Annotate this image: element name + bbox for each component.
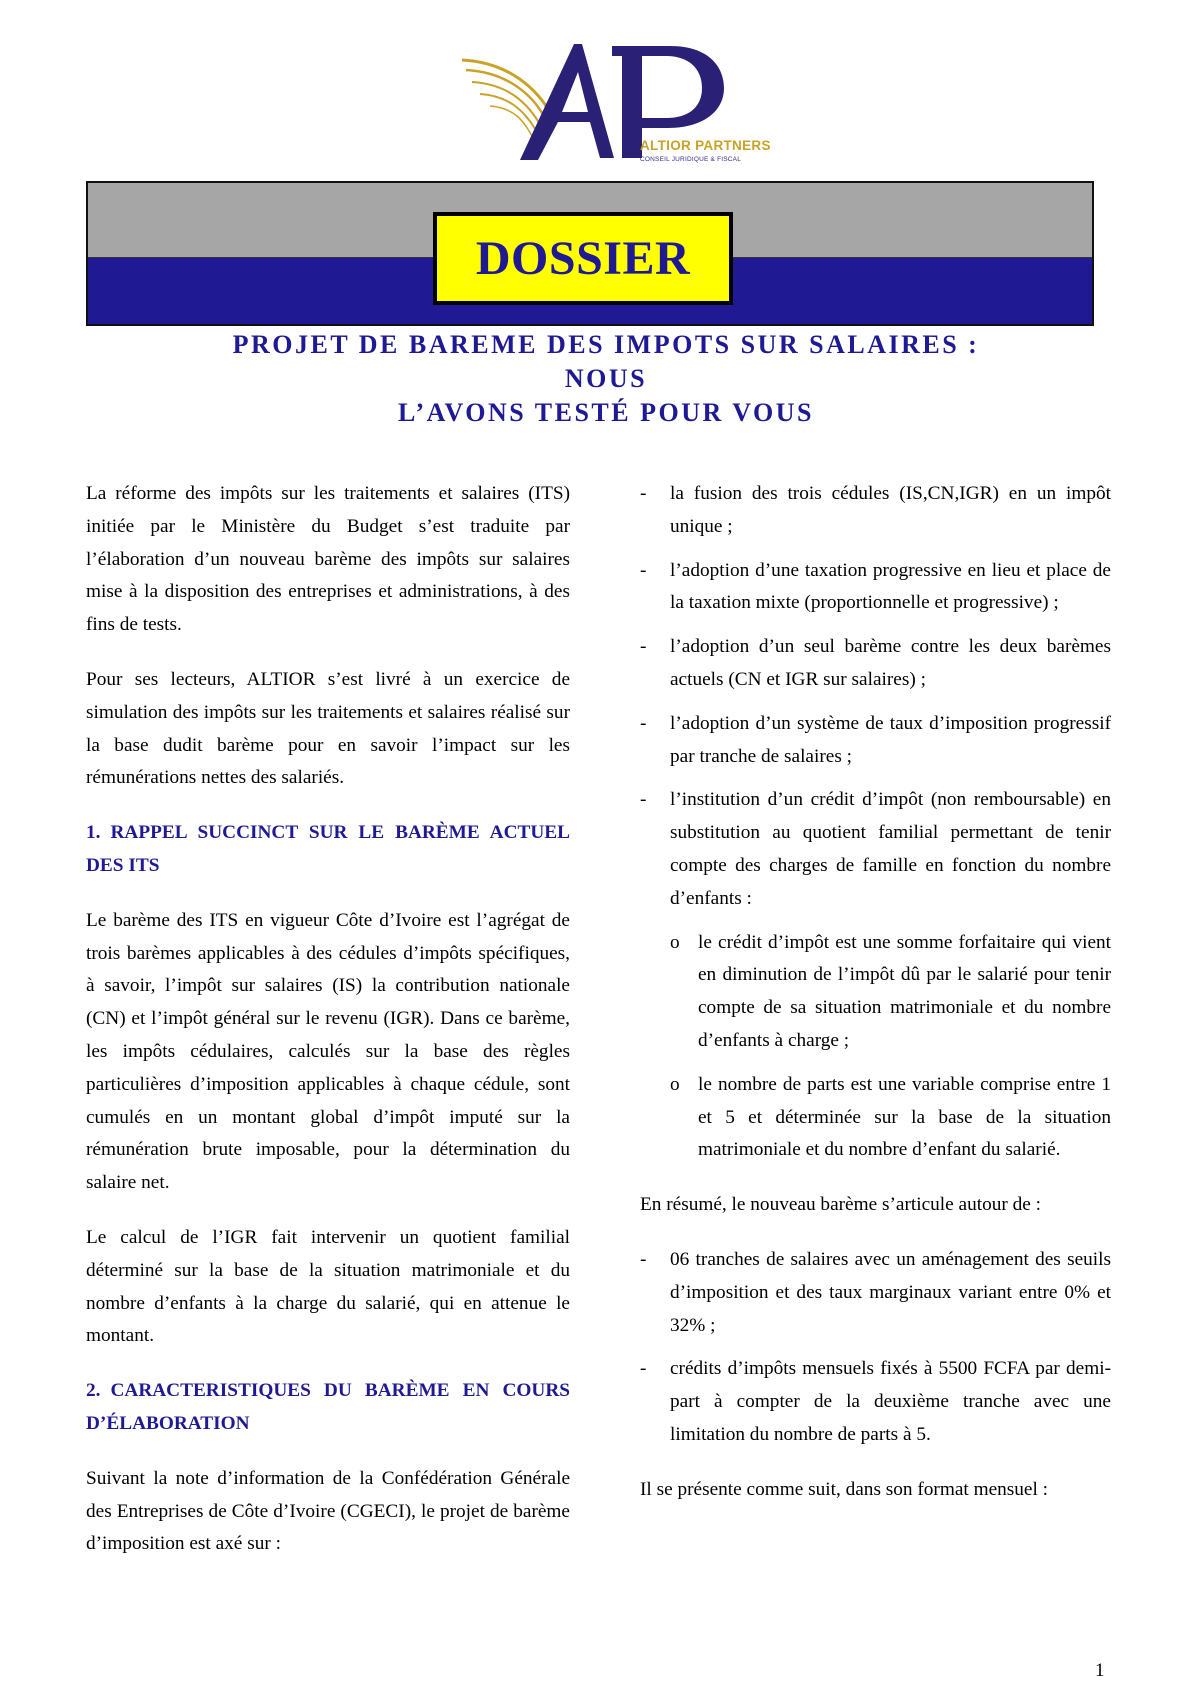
section-heading-text: CARACTERISTIQUES DU BARÈME EN COURS D’ÉLABORATION (86, 1380, 570, 1434)
summary-bullet-list (640, 1244, 1111, 1452)
list-item: - la fusion des trois cédules (IS,CN,IGR) en un impôt unique ; (640, 483, 1111, 537)
title-line-2: NOUS (564, 364, 648, 393)
simulation-paragraph: Pour ses lecteurs, ALTIOR s’est livré à un exercice de simulation des impôts sur les traitements et salaires réalisé sur la base dudit barème pour en savoir l’impact sur les rémunérations nettes des salariés. (86, 668, 570, 789)
section-heading-2 (86, 1375, 570, 1441)
cgeci-paragraph: Suivant la note d’information de la Confédération Générale des Entreprises de Côte d’Ivoire (CGECI), le projet de barème d’imposition est axé sur : (86, 1467, 570, 1555)
left-column (86, 478, 570, 1583)
title-line-1: PROJET DE BAREME DES IMPOTS SUR SALAIRES : (232, 330, 980, 359)
sub-bullet-list (670, 927, 1111, 1168)
dossier-label-box (433, 212, 733, 305)
right-column (640, 478, 1111, 1529)
title-line-3: L’AVONS TESTÉ POUR VOUS (397, 398, 814, 427)
sub-list-item: o le crédit d’impôt est une somme forfaitaire qui vient en diminution de l’impôt dû par le salarié pour tenir compte de sa situation matrimoniale et du nombre d’enfants à charge ; (670, 931, 1111, 1051)
intro-paragraph: La réforme des impôts sur les traitements et salaires (ITS) initiée par le Ministère du Budget s’est traduite par l’élaboration d’un nouveau barème des impôts sur salaires mise à la disposition des entreprises et administrations, à des fins de tests. (86, 483, 570, 636)
summary-paragraph: En résumé, le nouveau barème s’articule autour de : (640, 1194, 1041, 1216)
list-item: - crédits d’impôts mensuels fixés à 5500 FCFA par demi-part à compter de la deuxième tranche avec une limitation du nombre de parts à 5. (640, 1358, 1111, 1445)
logo-company-name: ALTIOR PARTNERS (640, 138, 771, 153)
logo-tagline: CONSEIL JURIDIQUE & FISCAL (640, 156, 742, 163)
document-title (86, 328, 1126, 430)
list-item: - l’adoption d’une taxation progressive en lieu et place de la taxation mixte (proportionnelle et progressive) ; (640, 559, 1111, 614)
igr-paragraph: Le calcul de l’IGR fait intervenir un quotient familial déterminé sur la base de la situation matrimoniale et du nombre d’enfants à la charge du salarié, qui en attenue le montant. (86, 1226, 570, 1347)
list-item: - l’adoption d’un seul barème contre les deux barèmes actuels (CN et IGR sur salaires) ; (640, 636, 1111, 690)
section-number: 2. (86, 1380, 101, 1402)
altior-partners-logo (462, 42, 782, 177)
list-item: - l’adoption d’un système de taux d’imposition progressif par tranche de salaires ; (640, 712, 1111, 767)
reform-bullet-list (640, 478, 1111, 1167)
section-heading-text: RAPPEL SUCCINCT SUR LE BARÈME ACTUEL DES ITS (86, 822, 570, 876)
sub-list-item: o le nombre de parts est une variable comprise entre 1 et 5 et déterminée sur la base de la situation matrimoniale et du nombre d’enfant du salarié. (670, 1073, 1111, 1161)
list-item: - l’institution d’un crédit d’impôt (non remboursable) en substitution au quotient familial permettant de tenir compte des charges de famille en fonction du nombre d’enfants : o le crédit d’impôt est une somme forfaitaire qui vient en diminution de l’impôt dû par le salarié pour tenir compte de sa situation matrimoniale et du nombre d’enfants à charge ; o le nombre de parts est une variable comprise entre 1 et 5 et déterminée sur la base de la situation matrimoniale et du nombre d’enfant du salarié. (640, 784, 1111, 1167)
current-scale-paragraph: Le barème des ITS en vigueur Côte d’Ivoire est l’agrégat de trois barèmes applicables à des cédules d’impôts spécifiques, à savoir, l’impôt sur salaires (IS) la contribution nationale (CN) et l’impôt général sur le revenu (IGR). Dans ce barème, les impôts cédulaires, calculés sur la base des règles particulières d’imposition applicables à chaque cédule, sont cumulés en un montant global d’impôt imputé sur la rémunération brute imposable, pour la détermination du salaire net. (86, 909, 570, 1194)
dossier-label: DOSSIER (475, 232, 691, 285)
list-item: - 06 tranches de salaires avec un aménagement des seuils d’imposition et des taux marginaux variant entre 0% et 32% ; (640, 1248, 1111, 1336)
section-number: 1. (86, 822, 101, 844)
section-heading-1 (86, 817, 570, 883)
dossier-banner (86, 181, 1094, 326)
page-number: 1 (1095, 1660, 1105, 1681)
closing-paragraph: Il se présente comme suit, dans son format mensuel : (640, 1478, 1049, 1500)
